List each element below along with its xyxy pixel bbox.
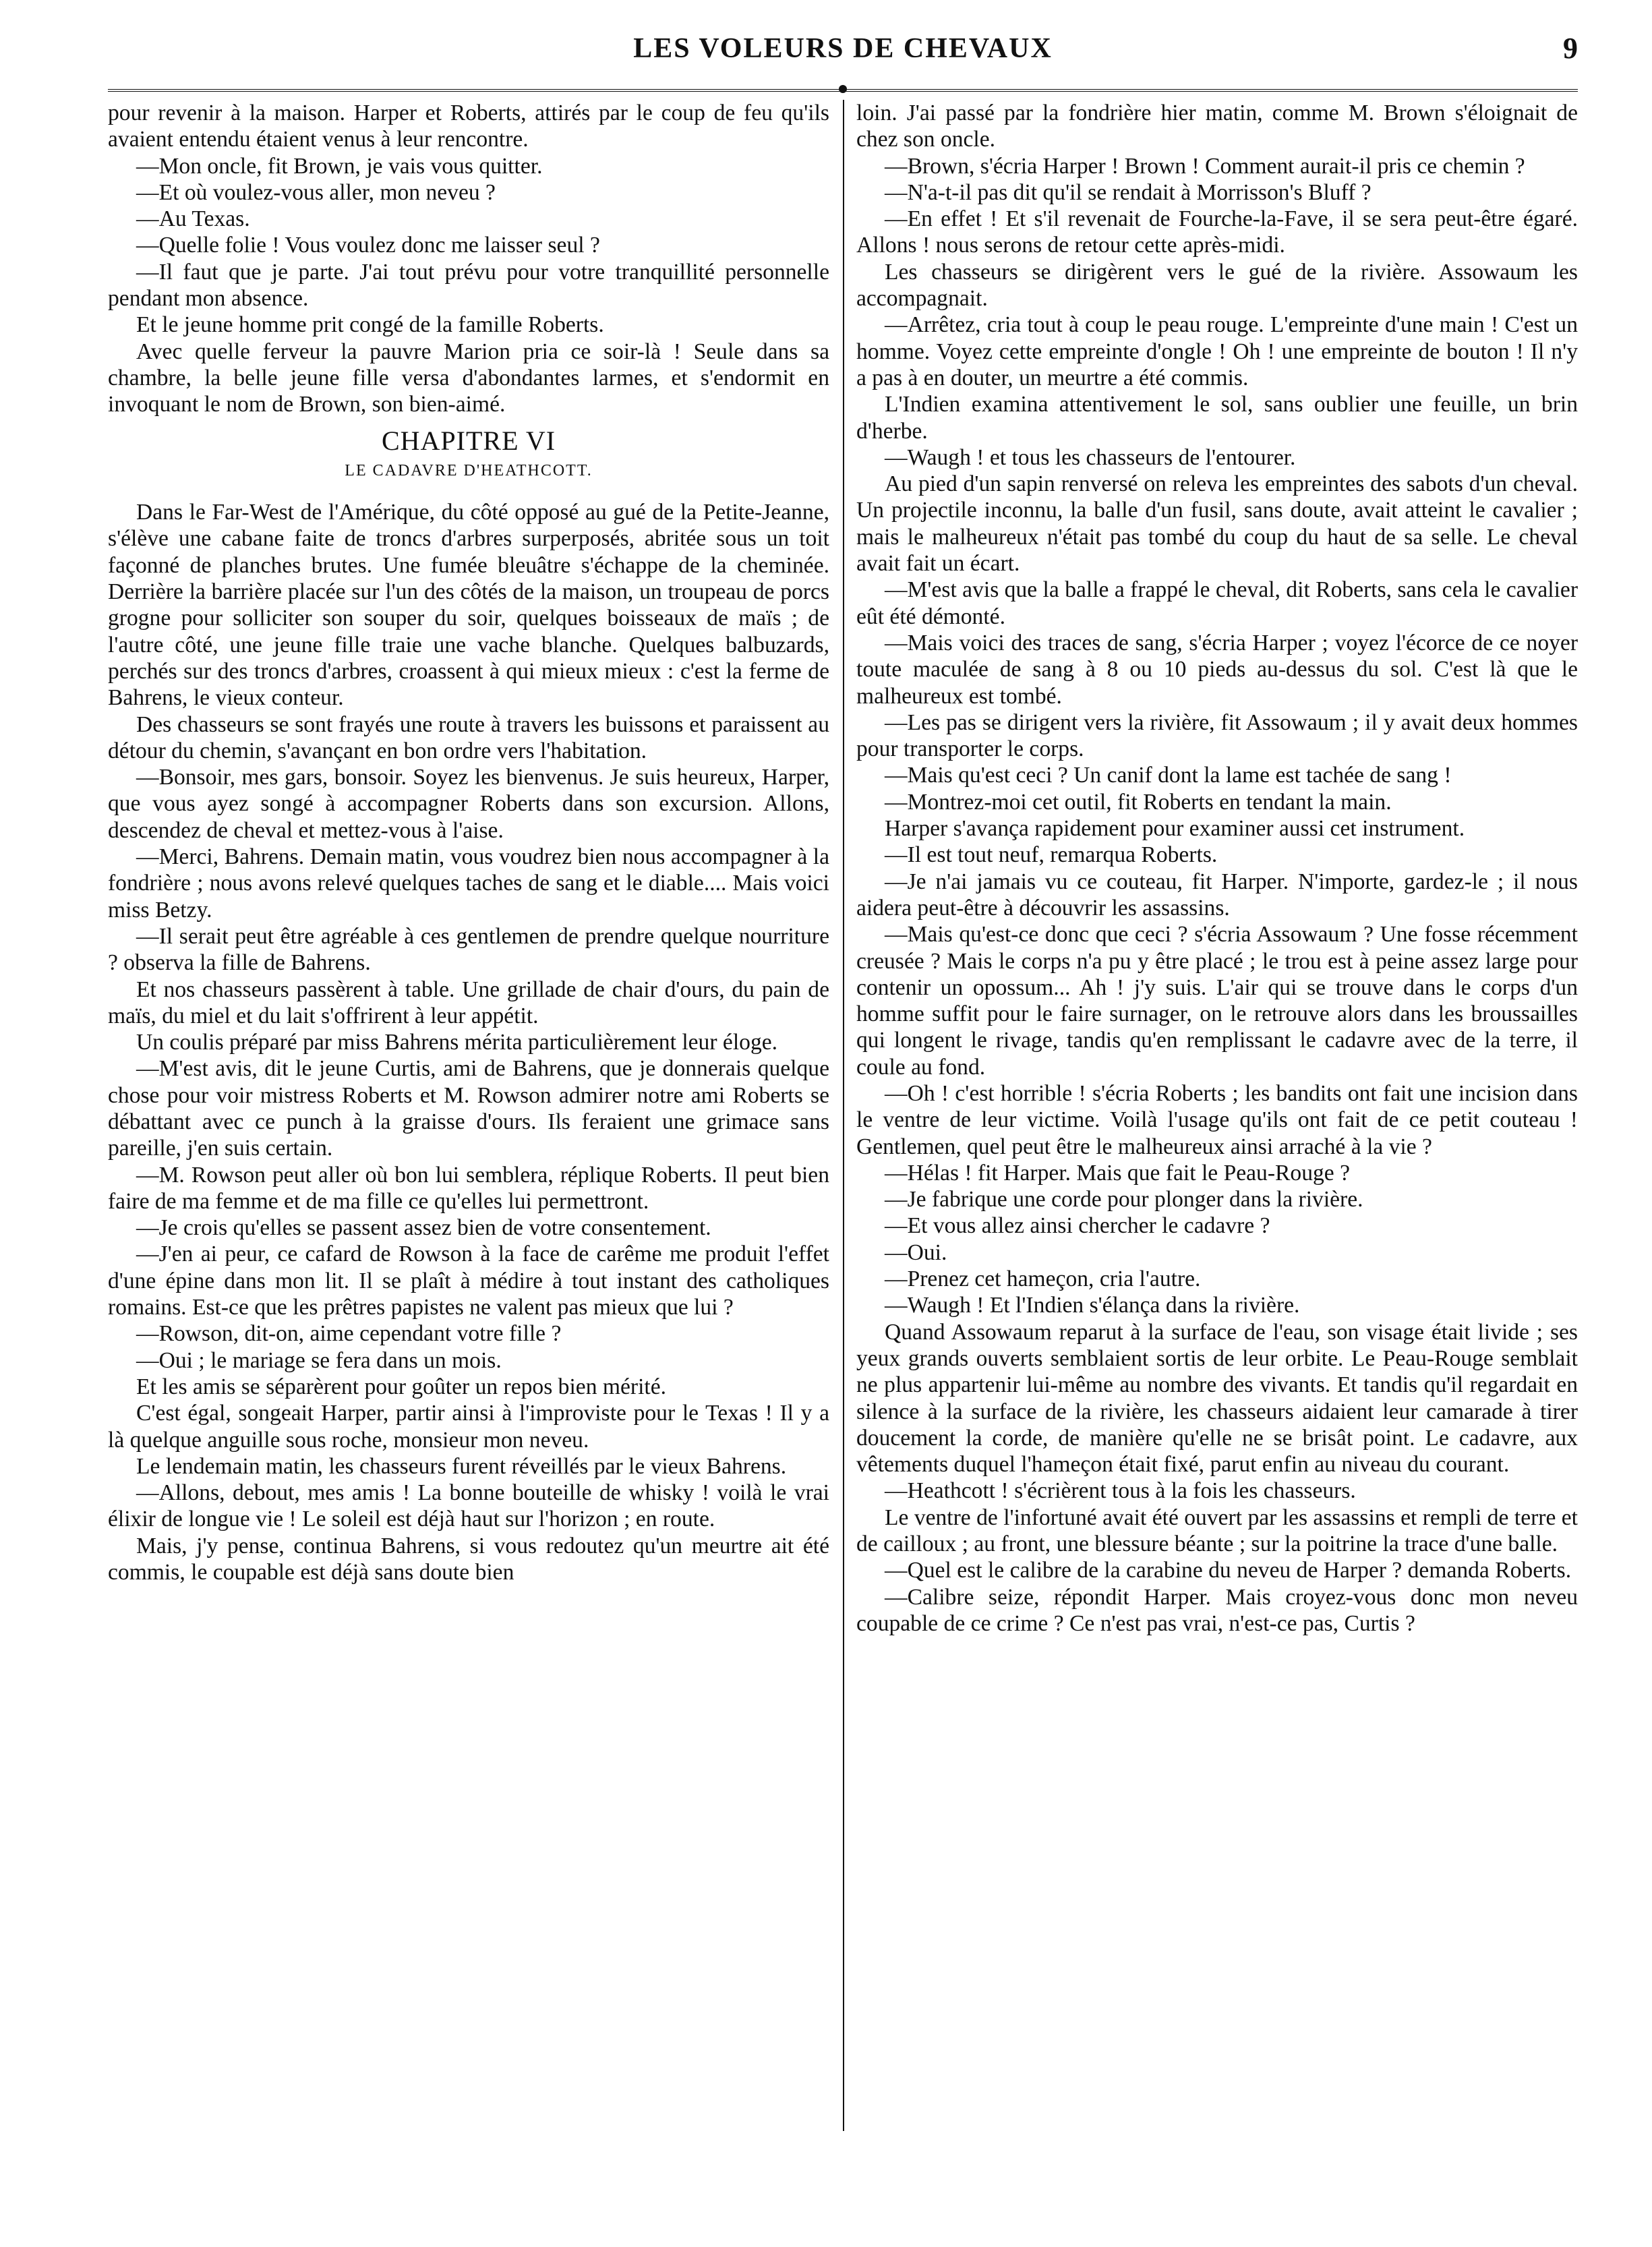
right-column-text [856,100,1578,1637]
paragraph: —Calibre seize, répondit Harper. Mais croyez-vous donc mon neveu coupable de ce crime ? Ce n'est pas vrai, n'est-ce pas, Curtis ? [856,1584,1578,1636]
paragraph: —M. Rowson peut aller où bon lui semblera, réplique Roberts. Il peut bien faire de ma femme et de ma fille ce qu'elles lui permettront. [108,1162,829,1214]
paragraph: —Mais qu'est ceci ? Un canif dont la lame est tachée de sang ! [885,763,1452,788]
chapter-title: CHAPITRE VI [381,425,556,456]
paragraph: —Il faut que je parte. J'ai tout prévu pour votre tranquillité personnelle pendant mon absence. [108,259,829,312]
paragraph: Et les amis se séparèrent pour goûter un repos bien mérité. [136,1374,667,1399]
left-column-chapter-text [108,499,829,1585]
paragraph: Les chasseurs se dirigèrent vers le gué de la rivière. Assowaum les accompagnait. [856,259,1578,312]
left-column [108,100,829,2212]
paragraph: —N'a-t-il pas dit qu'il se rendait à Morrisson's Bluff ? [885,179,1371,205]
paragraph: Le ventre de l'infortuné avait été ouvert par les assassins et rempli de terre et de cailloux ; au front, une blessure béante ; sur la poitrine la trace d'une balle. [856,1505,1578,1557]
paragraph: —Arrêtez, cria tout à coup le peau rouge. L'empreinte d'une main ! C'est un homme. Voyez cette empreinte d'ongle ! Oh ! une empreinte de bouton ! Il n'y a pas à en douter, un meurtre a été commis. [856,312,1578,390]
paragraph: —Mon oncle, fit Brown, je vais vous quitter. [136,153,543,179]
paragraph: —Brown, s'écria Harper ! Brown ! Comment aurait-il pris ce chemin ? [885,153,1525,179]
paragraph: L'Indien examina attentivement le sol, sans oublier une feuille, un brin d'herbe. [856,392,1578,444]
paragraph: Avec quelle ferveur la pauvre Marion pria ce soir-là ! Seule dans sa chambre, la belle jeune fille versa d'abondantes larmes, et s'endormit en invoquant le nom de Brown, son bien-aimé. [108,339,829,417]
paragraph: —Allons, debout, mes amis ! La bonne bouteille de whisky ! voilà le vrai élixir de longue vie ! Le soleil est déjà haut sur l'horizon ; en route. [108,1480,829,1532]
paragraph: —Je fabrique une corde pour plonger dans la rivière. [885,1187,1363,1213]
paragraph: Harper s'avança rapidement pour examiner aussi cet instrument. [885,816,1465,842]
paragraph: —Mais qu'est-ce donc que ceci ? s'écria Assowaum ? Une fosse récemment creusée ? Mais le corps n'a pu y être placé ; le trou est à peine assez large pour contenir un opossum... Ah ! j'y suis. L'air qui se trouve dans le corps d'un homme suffit pour le faire surnager, on le retrouve alors dans les broussailles qui longent le rivage, tandis qu'en remplissant le cadavre avec de la terre, il coule au fond. [856,922,1578,1080]
paragraph: —Et vous allez ainsi chercher le cadavre ? [885,1213,1270,1239]
paragraph: Dans le Far-West de l'Amérique, du côté opposé au gué de la Petite-Jeanne, s'élève une cabane faite de troncs d'arbres surperposés, abritée sous un toit façonné de planches brutes. Une fumée bleuâtre s'échappe de la cheminée. Derrière la barrière placée sur l'un des côtés de la maison, un troupeau de porcs grogne pour solliciter son souper du soir, quelques boisseaux de maïs ; de l'autre côté, une jeune fille traie une vache blanche. Quelques balbuzards, perchés sur des troncs d'arbres, croassent à qui mieux mieux : c'est la ferme de Bahrens, le vieux conteur. [108,500,829,711]
header-ornament-dot [839,85,847,93]
paragraph: —Bonsoir, mes gars, bonsoir. Soyez les bienvenus. Je suis heureux, Harper, que vous ayez songé à accompagner Roberts dans son excursion. Allons, descendez de cheval et mettez-vous à l'aise. [108,765,829,843]
paragraph: —Les pas se dirigent vers la rivière, fit Assowaum ; il y avait deux hommes pour transporter le corps. [856,709,1578,762]
paragraph: Le lendemain matin, les chasseurs furent réveillés par le vieux Bahrens. [136,1453,787,1479]
paragraph: pour revenir à la maison. Harper et Roberts, attirés par le coup de feu qu'ils avaient entendu étaient venus à leur rencontre. [108,100,829,152]
paragraph: —Waugh ! Et l'Indien s'élança dans la rivière. [885,1293,1300,1318]
paragraph: Au pied d'un sapin renversé on releva les empreintes des sabots d'un cheval. Un projectile inconnu, la balle d'un fusil, sans doute, avait atteint le cavalier ; mais le malheureux n'était pas tombé du coup du haut de sa selle. Le cheval avait fait un écart. [856,471,1578,577]
chapter-subtitle: LE CADAVRE D'HEATHCOTT. [345,461,593,479]
text-columns [108,100,1578,2212]
paragraph: —Oui. [885,1239,947,1265]
paragraph: Et nos chasseurs passèrent à table. Une grillade de chair d'ours, du pain de maïs, du miel et du lait s'offrirent à leur appétit. [108,976,829,1028]
paragraph: —Il est tout neuf, remarqua Roberts. [885,842,1218,868]
paragraph: —Prenez cet hameçon, cria l'autre. [885,1266,1201,1292]
page-number: 9 [1563,32,1578,65]
paragraph: Des chasseurs se sont frayés une route à travers les buissons et paraissent au détour du chemin, s'avançant en bon ordre vers l'habitation. [108,711,829,763]
paragraph: loin. J'ai passé par la fondrière hier matin, comme M. Brown s'éloignait de chez son oncle. [856,100,1578,152]
right-column [856,100,1578,2212]
paragraph: —Mais voici des traces de sang, s'écria Harper ; voyez l'écorce de ce noyer toute maculée de sang à 8 ou 10 pieds au-dessus du sol. C'est là que le malheureux est tombé. [856,630,1578,709]
paragraph: —Waugh ! et tous les chasseurs de l'entourer. [885,444,1296,470]
paragraph: —J'en ai peur, ce cafard de Rowson à la face de carême me produit l'effet d'une épine dans mon lit. Il se plaît à médire à tout instant des catholiques romains. Est-ce que les prêtres papistes ne valent pas mieux que lui ? [108,1242,829,1320]
paragraph: Et le jeune homme prit congé de la famille Roberts. [136,312,604,338]
paragraph: C'est égal, songeait Harper, partir ainsi à l'improviste pour le Texas ! Il y a là quelque anguille sous roche, monsieur mon neveu. [108,1401,829,1453]
paragraph: —En effet ! Et s'il revenait de Fourche-la-Fave, il se sera peut-être égaré. Allons ! nous serons de retour cette après-midi. [856,206,1578,258]
paragraph: —Oui ; le mariage se fera dans un mois. [136,1347,502,1373]
running-title: LES VOLEURS DE CHEVAUX [633,33,1053,64]
paragraph: —Et où voulez-vous aller, mon neveu ? [136,179,496,205]
paragraph: —Au Texas. [136,206,250,232]
paragraph: —Heathcott ! s'écrièrent tous à la fois les chasseurs. [885,1478,1356,1504]
paragraph: —Quel est le calibre de la carabine du neveu de Harper ? demanda Roberts. [885,1558,1572,1583]
paragraph: —Oh ! c'est horrible ! s'écria Roberts ; les bandits ont fait une incision dans le ventre de leur victime. Voilà l'usage qu'ils ont fait de ce petit couteau ! Gentlemen, quel peut être le malheureux ainsi arraché à la vie ? [856,1080,1578,1159]
paragraph: —Merci, Bahrens. Demain matin, vous voudrez bien nous accompagner à la fondrière ; nous avons relevé quelques taches de sang et le diable.... Mais voici miss Betzy. [108,844,829,923]
paragraph: —Rowson, dit-on, aime cependant votre fille ? [136,1321,562,1347]
paragraph: —M'est avis, dit le jeune Curtis, ami de Bahrens, que je donnerais quelque chose pour voir mistress Roberts et M. Rowson admirer notre ami Roberts se débattant avec ce punch à la graisse d'ours. Ils feraient une grimace sans pareille, j'en suis certain. [108,1056,829,1161]
running-header [108,27,1578,70]
paragraph: —Montrez-moi cet outil, fit Roberts en tendant la main. [885,789,1392,815]
paragraph: —Hélas ! fit Harper. Mais que fait le Peau-Rouge ? [885,1160,1350,1186]
paragraph: Mais, j'y pense, continua Bahrens, si vous redoutez qu'un meurtre ait été commis, le coupable est déjà sans doute bien [108,1533,829,1585]
paragraph: —M'est avis que la balle a frappé le cheval, dit Roberts, sans cela le cavalier eût été démonté. [856,577,1578,629]
newspaper-page [108,27,1578,2212]
paragraph: —Je n'ai jamais vu ce couteau, fit Harper. N'importe, gardez-le ; il nous aidera peut-être à découvrir les assassins. [856,869,1578,921]
left-column-opening-text [108,100,829,418]
paragraph: —Quelle folie ! Vous voulez donc me laisser seul ? [136,233,600,258]
paragraph: Quand Assowaum reparut à la surface de l'eau, son visage était livide ; ses yeux grands ouverts semblaient sortis de leur orbite. Le Peau-Rouge semblait ne plus appartenir lui-même au nombre des vivants. Et tandis qu'il regardait en silence à la surface de la rivière, les chasseurs aidaient leur camarade à tirer doucement la corde, de manière qu'elle ne se brisât point. Le cadavre, aux vêtements duquel l'hameçon était fixé, parut enfin au niveau du courant. [856,1319,1578,1478]
paragraph: Un coulis préparé par miss Bahrens mérita particulièrement leur éloge. [136,1030,778,1055]
paragraph: —Je crois qu'elles se passent assez bien de votre consentement. [136,1215,711,1241]
paragraph: —Il serait peut être agréable à ces gentlemen de prendre quelque nourriture ? observa la fille de Bahrens. [108,923,829,976]
column-divider [843,100,844,2131]
